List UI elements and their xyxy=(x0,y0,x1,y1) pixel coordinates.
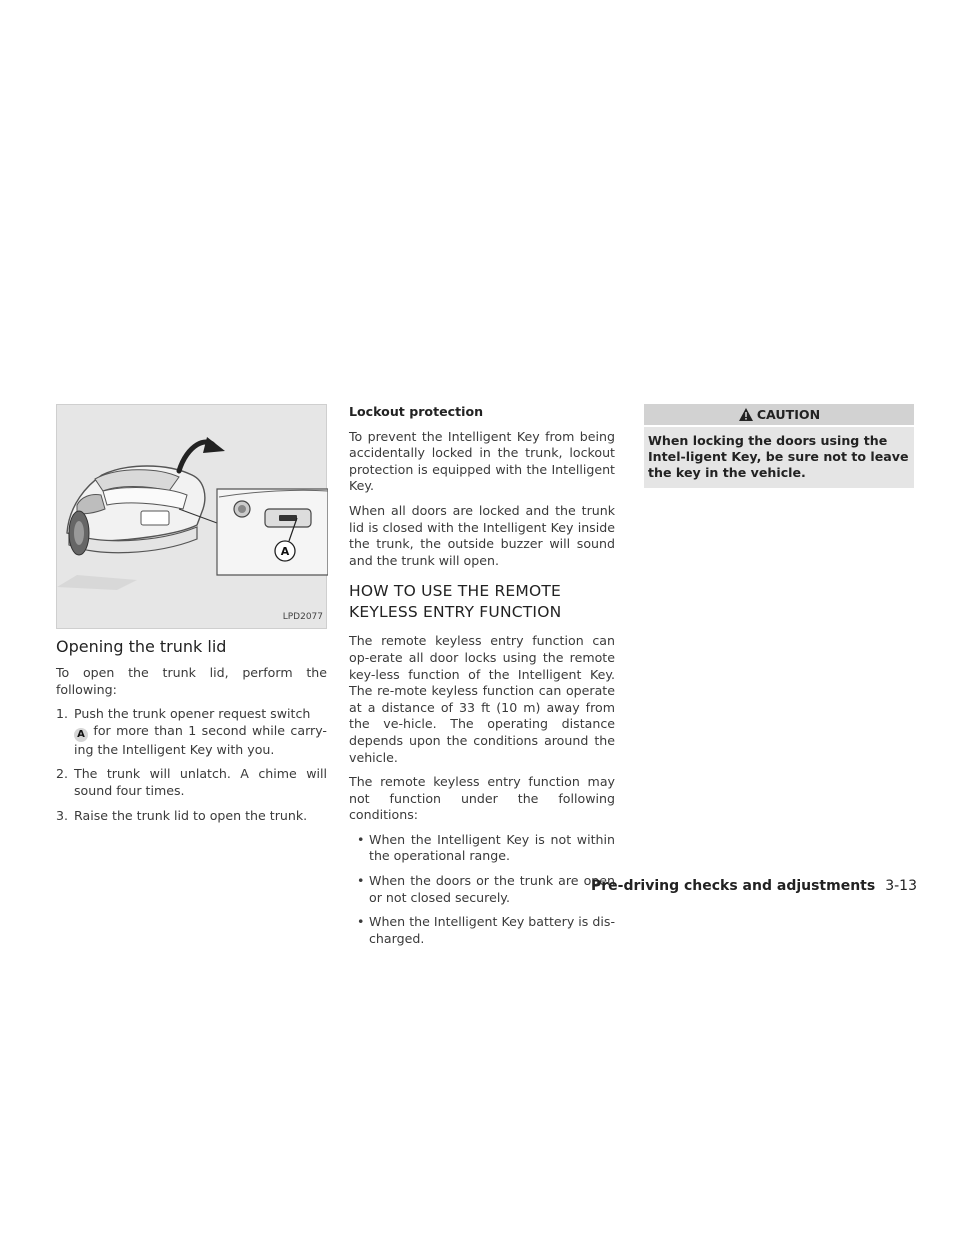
figure-callout-label: A xyxy=(280,545,290,558)
trunk-figure xyxy=(56,404,327,629)
step-number: 2. xyxy=(56,766,69,782)
step-text: Raise the trunk lid to open the trunk. xyxy=(74,807,308,823)
list-item: • When the Intelligent Key battery is dis-charged. xyxy=(357,914,615,946)
condition-text: When the Intelligent Key battery is dis-charged. xyxy=(369,914,615,946)
right-column xyxy=(644,404,914,488)
page-number: 3-13 xyxy=(885,878,917,894)
step-text: Push the trunk opener request switch xyxy=(74,706,311,722)
condition-text: When the doors or the trunk are open or not closed securely. xyxy=(369,873,615,905)
lockout-paragraph-2: When all doors are locked and the trunk lid is closed with the Intelligent Key inside the trunk, the outside buzzer will sound and the trunk will open. xyxy=(349,502,615,568)
footer-section-title: Pre-driving checks and adjustments xyxy=(591,878,876,894)
lockout-title: Lockout protection xyxy=(349,404,484,419)
list-item: • When the Intelligent Key is not within the operational range. xyxy=(357,831,615,864)
caution-header xyxy=(644,404,914,425)
steps-list xyxy=(56,706,327,824)
conditions-list xyxy=(349,832,615,948)
condition-text: When the Intelligent Key is not within the operational range. xyxy=(369,831,615,864)
step-text: The trunk will unlatch. A chime will sound four times. xyxy=(74,766,327,798)
page-footer xyxy=(591,878,917,894)
figure-code: LPD2077 xyxy=(282,612,323,623)
car-trunk-illustration xyxy=(57,405,328,630)
list-item: • When the doors or the trunk are open or not closed securely. xyxy=(357,873,615,905)
caution-title: CAUTION xyxy=(756,407,821,422)
middle-column xyxy=(349,404,615,955)
callout-marker-a: A xyxy=(74,728,88,742)
list-item xyxy=(56,766,327,799)
step-text-cont: for more than 1 second while carry-ing the Intelligent Key with you. xyxy=(74,722,327,757)
left-column xyxy=(56,404,327,832)
remote-keyless-heading xyxy=(349,581,615,623)
lockout-paragraph-1: To prevent the Intelligent Key from being accidentally locked in the trunk, lockout protection is equipped with the Intelligent Key. xyxy=(349,428,615,494)
remote-heading-line-2: KEYLESS ENTRY FUNCTION xyxy=(349,603,562,622)
step-number: 3. xyxy=(56,807,69,823)
remote-paragraph-2: The remote keyless entry function may not function under the following conditions: xyxy=(349,774,615,823)
remote-paragraph-1: The remote keyless entry function can op-erate all door locks using the remote key-less function of the Intelligent Key. The re-mote keyless function can operate at a distance of 33 ft (10 m) away from the ve-hicle. The operating distance depends upon the conditions around the vehicle. xyxy=(349,633,615,765)
caution-text: When locking the doors using the Intel-ligent Key, be sure not to leave the key in the vehicle. xyxy=(644,427,914,488)
remote-heading-line-1: HOW TO USE THE REMOTE xyxy=(349,582,562,601)
section-heading-opening-trunk: Opening the trunk lid xyxy=(56,637,227,656)
list-item xyxy=(56,706,327,758)
warning-icon xyxy=(738,407,754,422)
intro-text: To open the trunk lid, perform the following: xyxy=(56,665,327,697)
step-number: 1. xyxy=(56,706,69,722)
list-item xyxy=(56,808,327,825)
